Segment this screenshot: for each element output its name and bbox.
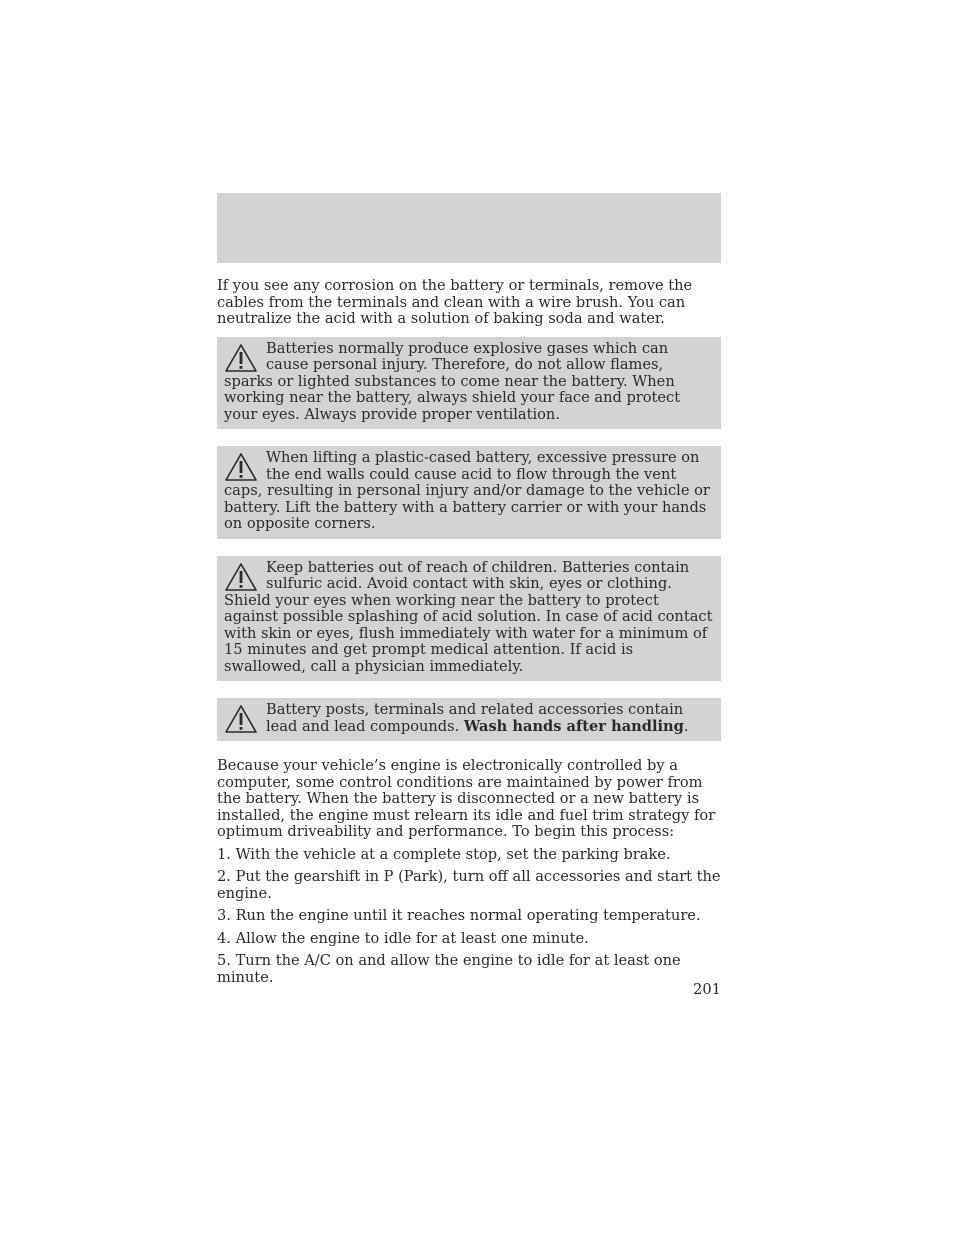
warning-triangle-icon — [224, 562, 258, 592]
list-item: 5. Turn the A/C on and allow the engine to idle for at least one minute. — [217, 952, 681, 986]
intro-paragraph: If you see any corrosion on the battery or terminals, remove the cables from the terminals and clean with a wire brush. You can neutralize the acid with a solution of baking soda and water. — [217, 277, 693, 327]
warning-text: Batteries normally produce explosive gases which can cause personal injury. Therefore, do not allow flames, sparks or lighted substances to come near the battery. When working near the battery, always shield your face and protect your eyes. Always provide proper ventilation. — [224, 339, 681, 423]
warning-triangle-icon — [224, 452, 258, 482]
warning-triangle-icon — [224, 343, 258, 373]
warning-box-lifting-battery — [217, 446, 721, 539]
warning-text-bold: Wash hands after handling — [463, 717, 684, 735]
warning-box-children-acid — [217, 556, 721, 682]
list-item: 3. Run the engine until it reaches normal operating temperature. — [217, 907, 701, 924]
relearn-paragraph: Because your vehicle’s engine is electronically controlled by a computer, some control conditions are maintained by power from the battery. When the battery is disconnected or a new battery is installed, the engine must relearn its idle and fuel trim strategy for optimum driveability and performance. To begin this process: — [217, 757, 716, 840]
list-item: 1. With the vehicle at a complete stop, set the parking brake. — [217, 845, 671, 863]
warning-text: When lifting a plastic-cased battery, excessive pressure on the end walls could cause acid to flow through the vent caps, resulting in personal injury and/or damage to the vehicle or battery. Lift the battery with a battery carrier or with your hands on opposite corners. — [224, 449, 710, 532]
page-number: 201 — [693, 981, 721, 998]
warning-text-part: Battery posts, terminals and related accessories contain lead and lead compounds. — [266, 701, 684, 735]
warning-box-lead — [217, 698, 721, 741]
warning-text: Keep batteries out of reach of children. Batteries contain sulfuric acid. Avoid contact with skin, eyes or clothing. Shield your eyes when working near the battery to protect against possible splashing of acid solution. In case of acid contact with skin or eyes, flush immediately with water for a minimum of 15 minutes and get prompt medical attention. If acid is swallowed, call a physician immediately. — [224, 558, 713, 675]
warning-text-end: . — [683, 717, 689, 735]
steps-list — [217, 847, 721, 987]
warning-text — [266, 701, 689, 735]
list-item: 2. Put the gearshift in P (Park), turn off all accessories and start the engine. — [217, 868, 721, 902]
warning-box-explosive-gases — [217, 337, 721, 430]
warning-triangle-icon — [224, 704, 258, 734]
page-content — [217, 278, 721, 992]
section-header-band — [217, 193, 721, 263]
list-item: 4. Allow the engine to idle for at least one minute. — [217, 929, 589, 947]
